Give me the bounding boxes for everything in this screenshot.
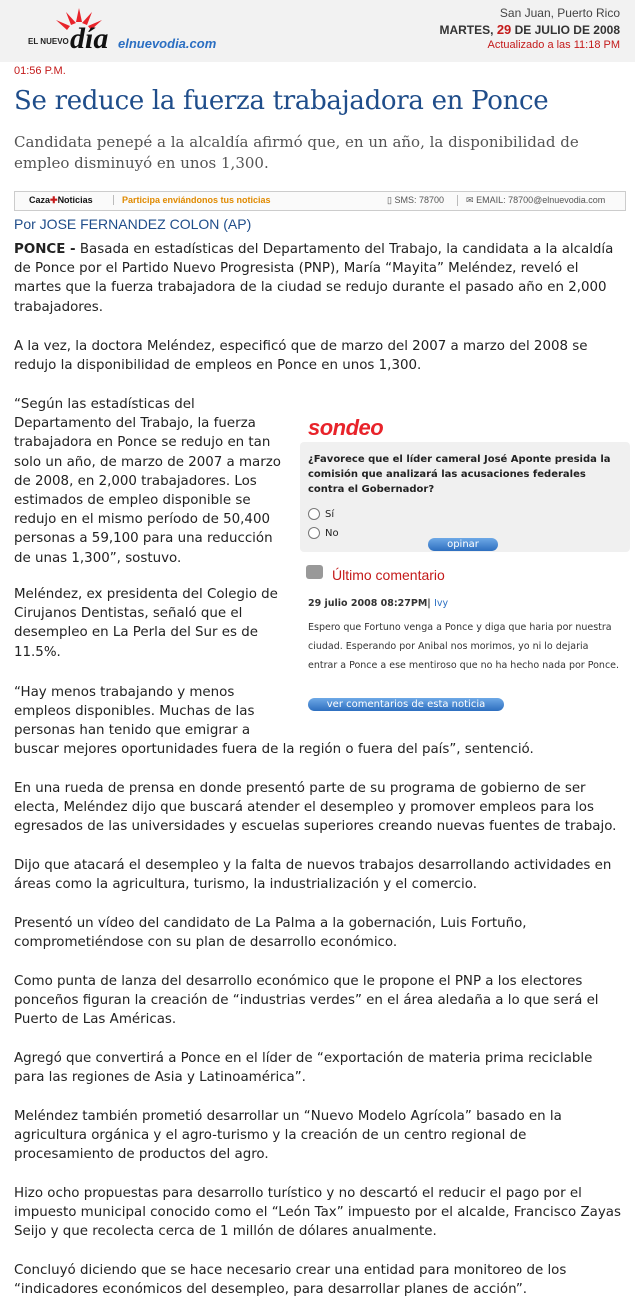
phone-icon: ▯ — [387, 195, 392, 205]
paragraph-4: Meléndez, ex presidenta del Colegio de Cirujanos Dentistas, señaló que el desempleo en La Perla del Sur es de 11.5%. — [14, 587, 278, 660]
envelope-icon: ✉ — [466, 195, 474, 205]
paragraph-12: Hizo ocho propuestas para desarrollo turístico y no descartó el reducir el pago por el impuesto municipal conocido como el “León Tax” impuesto por el alcalde, Francisco Zayas Seijo y que recolecta cerca de 1 millón de dólares anualmente. — [14, 1186, 621, 1240]
participa-link[interactable]: Participa enviándonos tus noticias — [113, 195, 271, 205]
view-comments-button[interactable]: ver comentarios de esta noticia — [308, 698, 504, 711]
caza-noticias-link[interactable]: Caza✚Noticias — [29, 195, 93, 205]
comment-date: 29 julio 2008 08:27PM| Ivy — [308, 598, 449, 609]
speech-bubble-icon — [306, 565, 323, 579]
comment-title: Último comentario — [310, 567, 445, 583]
paragraph-10: Agregó que convertirá a Ponce en el líder de “exportación de materia prima reciclable para las regiones de Asia y Latinoamérica”. — [14, 1051, 593, 1086]
poll-option-si[interactable]: Sí — [308, 508, 334, 520]
site-header — [0, 0, 635, 62]
paragraph-5b: buscar mejores oportunidades fuera de la región o fuera del país”, sentenció. — [14, 742, 534, 757]
paragraph-5a: “Hay menos trabajando y menos empleos disponibles. Muchas de las personas han tenido que emigrar a — [14, 685, 255, 739]
header-info — [439, 6, 620, 51]
site-url[interactable]: elnuevodia.com — [118, 36, 217, 51]
radio-button[interactable] — [308, 527, 320, 539]
radio-button[interactable] — [308, 508, 320, 520]
svg-text:EL NUEVO: EL NUEVO — [28, 37, 69, 46]
updated-label: Actualizado a las 11:18 PM — [487, 39, 620, 51]
weekday: MARTES, — [439, 23, 494, 37]
paragraph-2: A la vez, la doctora Meléndez, especificó que de marzo del 2007 a marzo del 2008 se redujo la disponibilidad de empleos en Ponce en unos 1,300. — [14, 339, 588, 374]
city-label: San Juan, Puerto Rico — [499, 6, 620, 20]
poll-title: sondeo — [308, 415, 384, 440]
svg-text:día: día — [70, 22, 109, 52]
paragraph-7: Dijo que atacará el desempleo y la falta de nuevos trabajos desarrollando actividades en áreas como la agricultura, turismo, la industrialización y el comercio. — [14, 858, 612, 893]
article-byline: Por JOSE FERNANDEZ COLON (AP) — [14, 216, 252, 232]
poll-option-no[interactable]: No — [308, 527, 339, 539]
paragraph-3: “Según las estadísticas del Departamento del Trabajo, la fuerza trabajadora en Ponce se redujo en tan solo un año, de marzo de 2007 a marzo de 2008, en 2,000 trabajadores. Los estimados de empleo disponible se redujo en el mismo período de 50,400 personas a 59,100 para una reducción de unas 1,300”, sostuvo. — [14, 397, 281, 566]
crosshair-icon: ✚ — [50, 195, 58, 205]
comment-user[interactable]: Ivy — [434, 598, 449, 609]
opinar-button[interactable]: opinar — [428, 538, 498, 551]
news-tools-bar — [14, 191, 626, 211]
month-year: DE JULIO DE 2008 — [514, 23, 620, 37]
paragraph-6: En una rueda de prensa en donde presentó parte de su programa de gobierno de ser electa, Meléndez dijo que buscará atender el desempleo y promover empleos para los egresados de las universidades y escuelas superiores creando nuevas fuentes de trabajo. — [14, 781, 617, 835]
paragraph-9: Como punta de lanza del desarrollo económico que le propone el PNP a los electores ponceños figuran la creación de “industrias verdes” en el área aledaña a lo que será el Puerto de Las Américas. — [14, 974, 599, 1028]
article-time: 01:56 P.M. — [14, 65, 66, 77]
poll-question: ¿Favorece que el líder cameral José Aponte presida la comisión que analizará las acusaciones federales contra el Gobernador? — [308, 454, 611, 495]
date-label — [439, 22, 620, 37]
article-subtitle: Candidata penepé a la alcaldía afirmó que, en un año, la disponibilidad de empleo disminuyó en unos 1,300. — [14, 133, 579, 172]
poll-box — [300, 442, 630, 552]
paragraph-11: Meléndez también prometió desarrollar un “Nuevo Modelo Agrícola” basado en la agricultura orgánica y el agro-turismo y la creación de un centro regional de procesamiento de productos del agro. — [14, 1109, 562, 1163]
comment-text: Espero que Fortuno venga a Ponce y diga que haria por nuestra ciudad. Esperando por Anibal nos morimos, yo ni lo dejaria entrar a Ponce a ese mentiroso que no ha hecho nada por Ponce. — [308, 622, 620, 671]
dateline: PONCE - — [14, 242, 76, 257]
article-title: Se reduce la fuerza trabajadora en Ponce — [14, 86, 549, 116]
email-info[interactable]: ✉ EMAIL: 78700@elnuevodia.com — [457, 195, 605, 206]
paragraph-8: Presentó un vídeo del candidato de La Palma a la gobernación, Luis Fortuño, comprometiéndose con su plan de desarrollo económico. — [14, 916, 527, 951]
sms-info: ▯ SMS: 78700 — [387, 195, 444, 205]
paragraph-13: Concluyó diciendo que se hace necesario crear una entidad para monitoreo de los “indicadores económicos del desempleo, para desarrollar planes de acción”. — [14, 1263, 567, 1298]
paragraph-1: PONCE - Basada en estadísticas del Departamento del Trabajo, la candidata a la alcaldía de Ponce por el Partido Nuevo Progresista (PNP), María “Mayita” Meléndez, reveló el martes que la fuerza trabajadora de la ciudad se redujo durante el pasado año en 2,000 trabajadores. — [14, 242, 614, 315]
day-number: 29 — [496, 22, 512, 37]
